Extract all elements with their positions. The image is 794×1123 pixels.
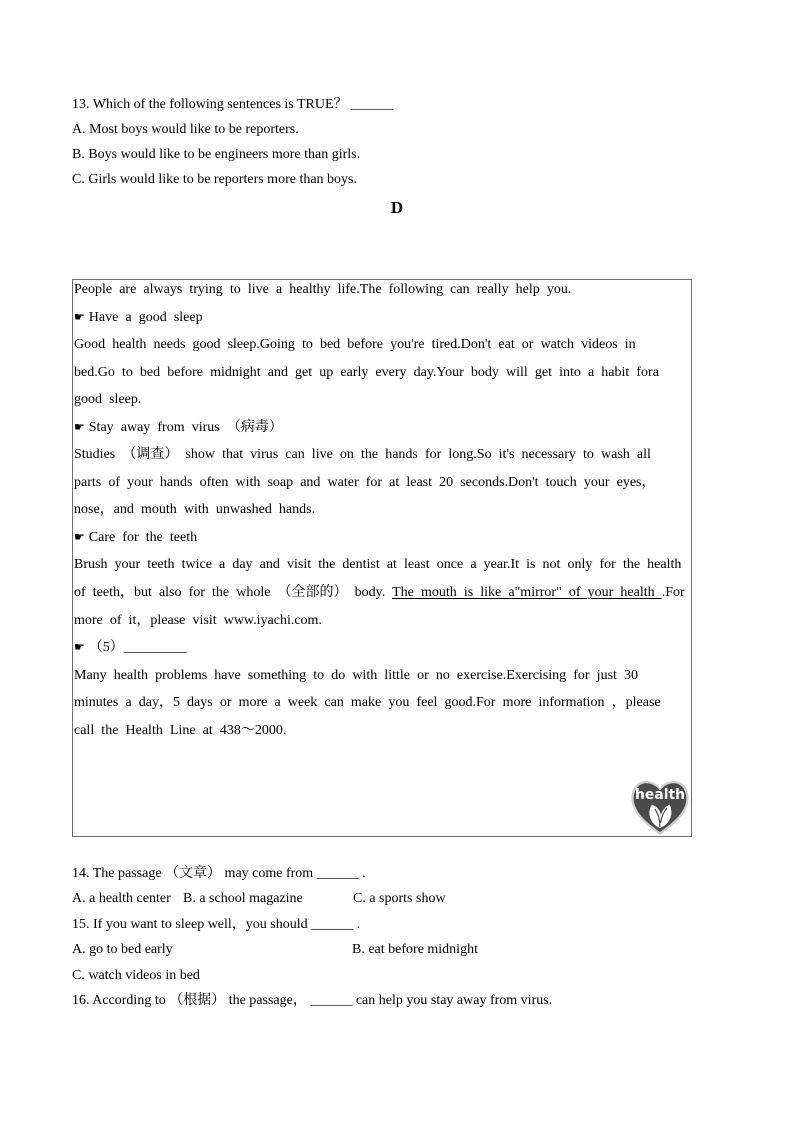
questions-14-16: [72, 861, 712, 1013]
line-text-before: of teeth，but also for the whole （全部的） body.: [74, 585, 393, 601]
pointing-hand-icon: ☛: [74, 640, 85, 655]
passage-line: nose，and mouth with unwashed hands.: [74, 502, 316, 518]
question-13-option-a: A. Most boys would like to be reporters.: [72, 122, 299, 137]
section-heading-sleep: [74, 304, 690, 332]
section-label: D: [390, 198, 404, 217]
question-15-stem: 15. If you want to sleep well，you should ______ .: [72, 916, 361, 932]
question-13: [72, 92, 712, 192]
section-heading-label: （5）_________: [88, 640, 187, 656]
passage-line: minutes a day，5 days or more a week can make you feel good.For more information ，please: [74, 695, 661, 711]
section-heading-blank-5: [74, 634, 690, 662]
pointing-hand-icon: ☛: [74, 419, 85, 434]
pointing-hand-icon: ☛: [74, 529, 85, 544]
logo-text: health: [635, 787, 685, 803]
question-13-option-c: C. Girls would like to be reporters more than boys.: [72, 172, 358, 187]
passage-line: Brush your teeth twice a day and visit the dentist at least once a year.It is not only for the health: [74, 557, 682, 573]
passage-line: Good health needs good sleep.Going to bed before you're tired.Don't eat or watch videos in: [74, 337, 636, 353]
passage-intro: People are always trying to live a healthy life.The following can really help you.: [74, 282, 572, 297]
question-15-option-a: A. go to bed early: [72, 942, 173, 958]
passage-line: parts of your hands often with soap and water for at least 20 seconds.Don't touch your eyes，: [74, 474, 656, 490]
passage-line: Many health problems have something to do with little or no exercise.Exercising for just 30: [74, 667, 639, 683]
section-heading-label: Stay away from virus （病毒）: [88, 419, 283, 435]
question-14-stem: 14. The passage （文章） may come from ______ .: [72, 866, 366, 881]
question-14-option-a: A. a health center: [72, 891, 171, 907]
pointing-hand-icon: ☛: [74, 309, 85, 324]
passage-line: Studies （调查） show that virus can live on the hands for long.So it's necessary to wash all: [74, 447, 651, 463]
question-15-option-c: C. watch videos in bed: [72, 967, 200, 983]
health-logo: [630, 779, 690, 836]
section-heading-label: Care for the teeth: [88, 529, 198, 545]
question-16-stem: 16. According to （根据） the passage， ______ can help you stay away from virus.: [72, 992, 553, 1008]
question-15-options: [72, 937, 712, 962]
passage-line: call the Health Line at 438～2000.: [74, 722, 287, 738]
underlined-sentence: The mouth is like a"mirror" of your health: [392, 585, 662, 601]
section-heading-label: Have a good sleep: [88, 309, 203, 325]
question-14-options: [72, 886, 712, 911]
question-13-option-b: B. Boys would like to be engineers more than girls.: [72, 147, 361, 162]
line-text-after: .For: [661, 585, 685, 601]
question-15-option-b: B. eat before midnight: [352, 942, 478, 958]
passage-line-with-underline: [74, 579, 690, 607]
question-14-option-c: C. a sports show: [353, 891, 446, 907]
passage-text: [74, 276, 690, 744]
question-14-option-b: B. a school magazine: [183, 891, 303, 907]
passage-line: bed.Go to bed before midnight and get up early every day.Your body will get into a habit fora: [74, 364, 659, 380]
section-heading-teeth: [74, 524, 690, 552]
section-heading-virus: [74, 414, 690, 442]
question-13-stem: 13. Which of the following sentences is TRUE？ ______: [72, 97, 394, 112]
passage-line: more of it，please visit www.iyachi.com.: [74, 612, 322, 628]
passage-line: good sleep.: [74, 392, 142, 408]
